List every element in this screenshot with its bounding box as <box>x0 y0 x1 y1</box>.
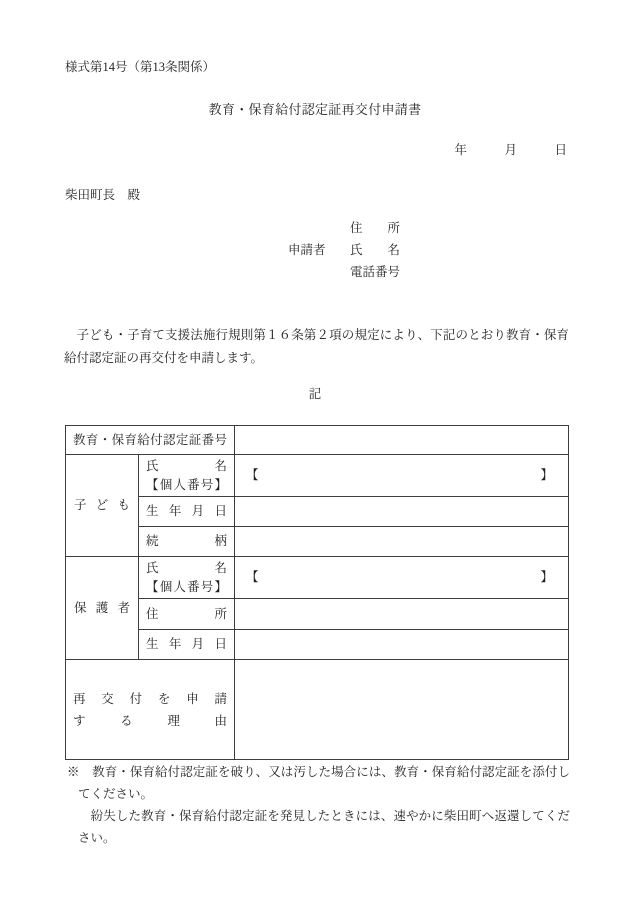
close-bracket: 】 <box>540 468 553 482</box>
reason-row <box>66 660 569 760</box>
guardian-address-row <box>66 599 569 630</box>
applicant-prefix-spacer <box>288 261 350 283</box>
child-name-value-cell <box>235 455 569 497</box>
guardian-birth-date-row <box>66 630 569 660</box>
reason-label-line2: す る 理 由 <box>73 713 227 728</box>
child-personal-number-value <box>235 466 568 485</box>
child-birth-date-value-cell <box>235 497 569 527</box>
child-birth-date-row <box>66 497 569 527</box>
child-birth-date-label-cell <box>139 497 235 527</box>
cert-number-value-cell <box>235 426 569 455</box>
body-paragraph: 子ども・子育て支援法施行規則第１６条第２項の規定により、下記のとおり教育・保育給付認定証の再交付を申請します。 <box>64 328 569 365</box>
guardian-name-label-cell <box>139 557 235 599</box>
guardian-name-row <box>66 557 569 599</box>
child-personal-number-label: 【 個 人 番 号 】 <box>146 477 227 492</box>
child-relationship-value-cell <box>235 527 569 557</box>
applicant-name-row <box>288 239 400 261</box>
open-bracket: 【 <box>246 468 259 482</box>
child-relationship-label-cell <box>139 527 235 557</box>
applicant-address-label: 住 所 <box>350 221 401 235</box>
guardian-group-cell <box>66 557 139 660</box>
footnote-2: 紛失した教育・保育給付認定証を発見したときには、速やかに柴田町へ返還してください。 <box>78 809 570 845</box>
section-marker: 記 <box>308 387 322 401</box>
form-number: 様式第14号（第13条関係） <box>65 60 216 74</box>
footnote-1: ※ 教育・保育給付認定証を破り、又は汚した場合には、教育・保育給付認定証を添付してください。 <box>67 765 570 801</box>
guardian-name-label: 氏 名 <box>146 560 227 575</box>
child-relationship-row <box>66 527 569 557</box>
guardian-address-label-cell <box>139 599 235 630</box>
child-name-label: 氏 名 <box>146 458 227 473</box>
guardian-name-value-cell <box>235 557 569 599</box>
open-bracket: 【 <box>246 570 259 584</box>
guardian-birth-date-value-cell <box>235 630 569 660</box>
applicant-name-label: 氏 名 <box>350 243 401 257</box>
reason-value-cell <box>235 660 569 760</box>
guardian-personal-number-value <box>235 568 568 587</box>
reason-label-line1: 再 交 付 を 申 請 <box>73 691 227 706</box>
guardian-group-label: 保 護 者 <box>74 600 130 615</box>
addressee: 柴田町長 殿 <box>65 188 141 202</box>
child-group-cell <box>66 455 139 557</box>
page-title: 教育・保育給付認定証再交付申請書 <box>208 102 422 117</box>
applicant-phone-label: 電話番号 <box>350 265 401 279</box>
cert-number-label-cell <box>66 426 235 455</box>
guardian-birth-date-label-cell <box>139 630 235 660</box>
reason-label-cell <box>66 660 235 760</box>
guardian-address-value-cell <box>235 599 569 630</box>
child-birth-date-label: 生 年 月 日 <box>146 504 227 519</box>
applicant-address-row <box>288 217 400 239</box>
child-relationship-label: 続 柄 <box>146 534 227 549</box>
guardian-address-label: 住 所 <box>146 606 227 621</box>
date-line: 年 月 日 <box>454 143 567 157</box>
child-name-row <box>66 455 569 497</box>
applicant-prefix: 申請者 <box>288 243 326 257</box>
guardian-personal-number-label: 【 個 人 番 号 】 <box>146 579 227 594</box>
close-bracket: 】 <box>540 570 553 584</box>
child-name-label-cell <box>139 455 235 497</box>
child-group-label: 子 ど も <box>74 498 130 513</box>
cert-number-label: 教 育 ・ 保 育 給 付 認 定 証 番 号 <box>73 432 227 447</box>
footnotes <box>67 761 570 849</box>
guardian-birth-date-label: 生 年 月 日 <box>146 637 227 652</box>
application-table <box>65 425 569 760</box>
applicant-phone-row <box>288 261 400 283</box>
applicant-prefix-spacer <box>288 217 350 239</box>
cert-number-row <box>66 426 569 455</box>
applicant-block <box>288 217 400 283</box>
